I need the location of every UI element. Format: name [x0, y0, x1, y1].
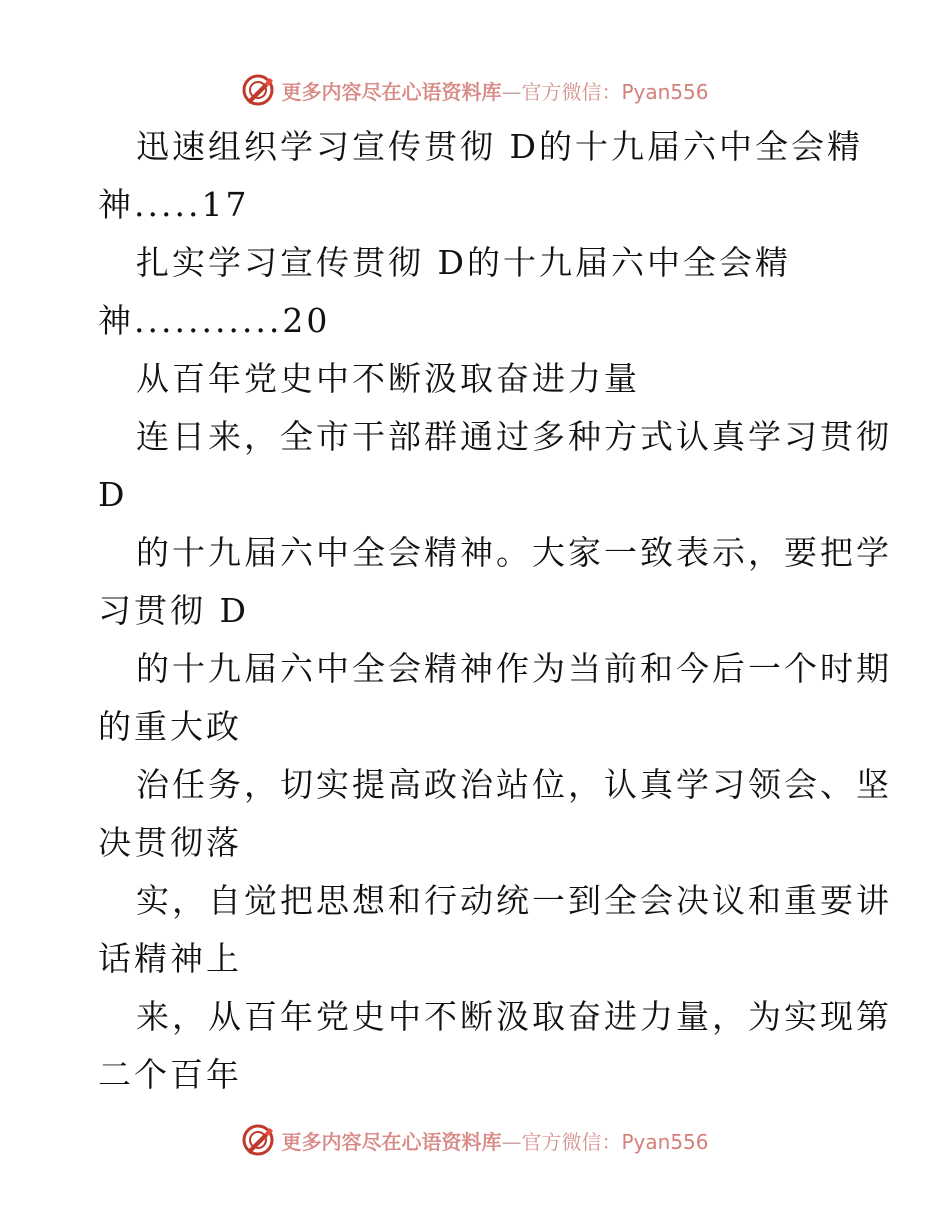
document-body	[98, 118, 892, 1104]
text-line: 神.....17	[98, 185, 250, 224]
watermark-wechat-id: Pyan556	[621, 1129, 709, 1154]
pen-logo-icon	[241, 1123, 275, 1157]
watermark-site-text: 更多内容尽在心语资料库	[281, 1129, 502, 1154]
text-line: 神...........20	[98, 301, 331, 340]
text-line: 连日来，全市干部群通过多种方式认真学习贯彻	[136, 417, 892, 456]
text-line: 治任务，切实提高政治站位，认真学习领会、坚	[136, 765, 892, 804]
footer-watermark	[0, 1120, 950, 1160]
watermark-wechat-label: 官方微信：	[521, 79, 622, 104]
watermark-text	[281, 76, 708, 105]
watermark-wechat-label: 官方微信：	[521, 1129, 622, 1154]
watermark-separator: —	[501, 79, 522, 104]
text-line: 的十九届六中全会精神。大家一致表示，要把学	[136, 533, 892, 572]
text-line: 从百年党史中不断汲取奋进力量	[136, 359, 640, 398]
watermark-text	[281, 1126, 708, 1155]
text-line: 习贯彻 D	[98, 591, 249, 630]
text-line: 迅速组织学习宣传贯彻 D的十九届六中全会精	[136, 127, 863, 166]
text-line: 二个百年	[98, 1055, 242, 1094]
text-line: 的重大政	[98, 707, 242, 746]
text-line: 扎实学习宣传贯彻 D的十九届六中全会精	[136, 243, 791, 282]
pen-logo-icon	[241, 73, 275, 107]
text-line: 的十九届六中全会精神作为当前和今后一个时期	[136, 649, 892, 688]
text-line: 决贯彻落	[98, 823, 242, 862]
watermark-site-text: 更多内容尽在心语资料库	[281, 79, 502, 104]
text-line: 实，自觉把思想和行动统一到全会决议和重要讲	[136, 881, 892, 920]
text-line: D	[98, 475, 128, 514]
watermark-separator: —	[501, 1129, 522, 1154]
watermark-wechat-id: Pyan556	[621, 79, 709, 104]
header-watermark	[0, 70, 950, 110]
text-line: 来，从百年党史中不断汲取奋进力量，为实现第	[136, 997, 892, 1036]
text-line: 话精神上	[98, 939, 242, 978]
